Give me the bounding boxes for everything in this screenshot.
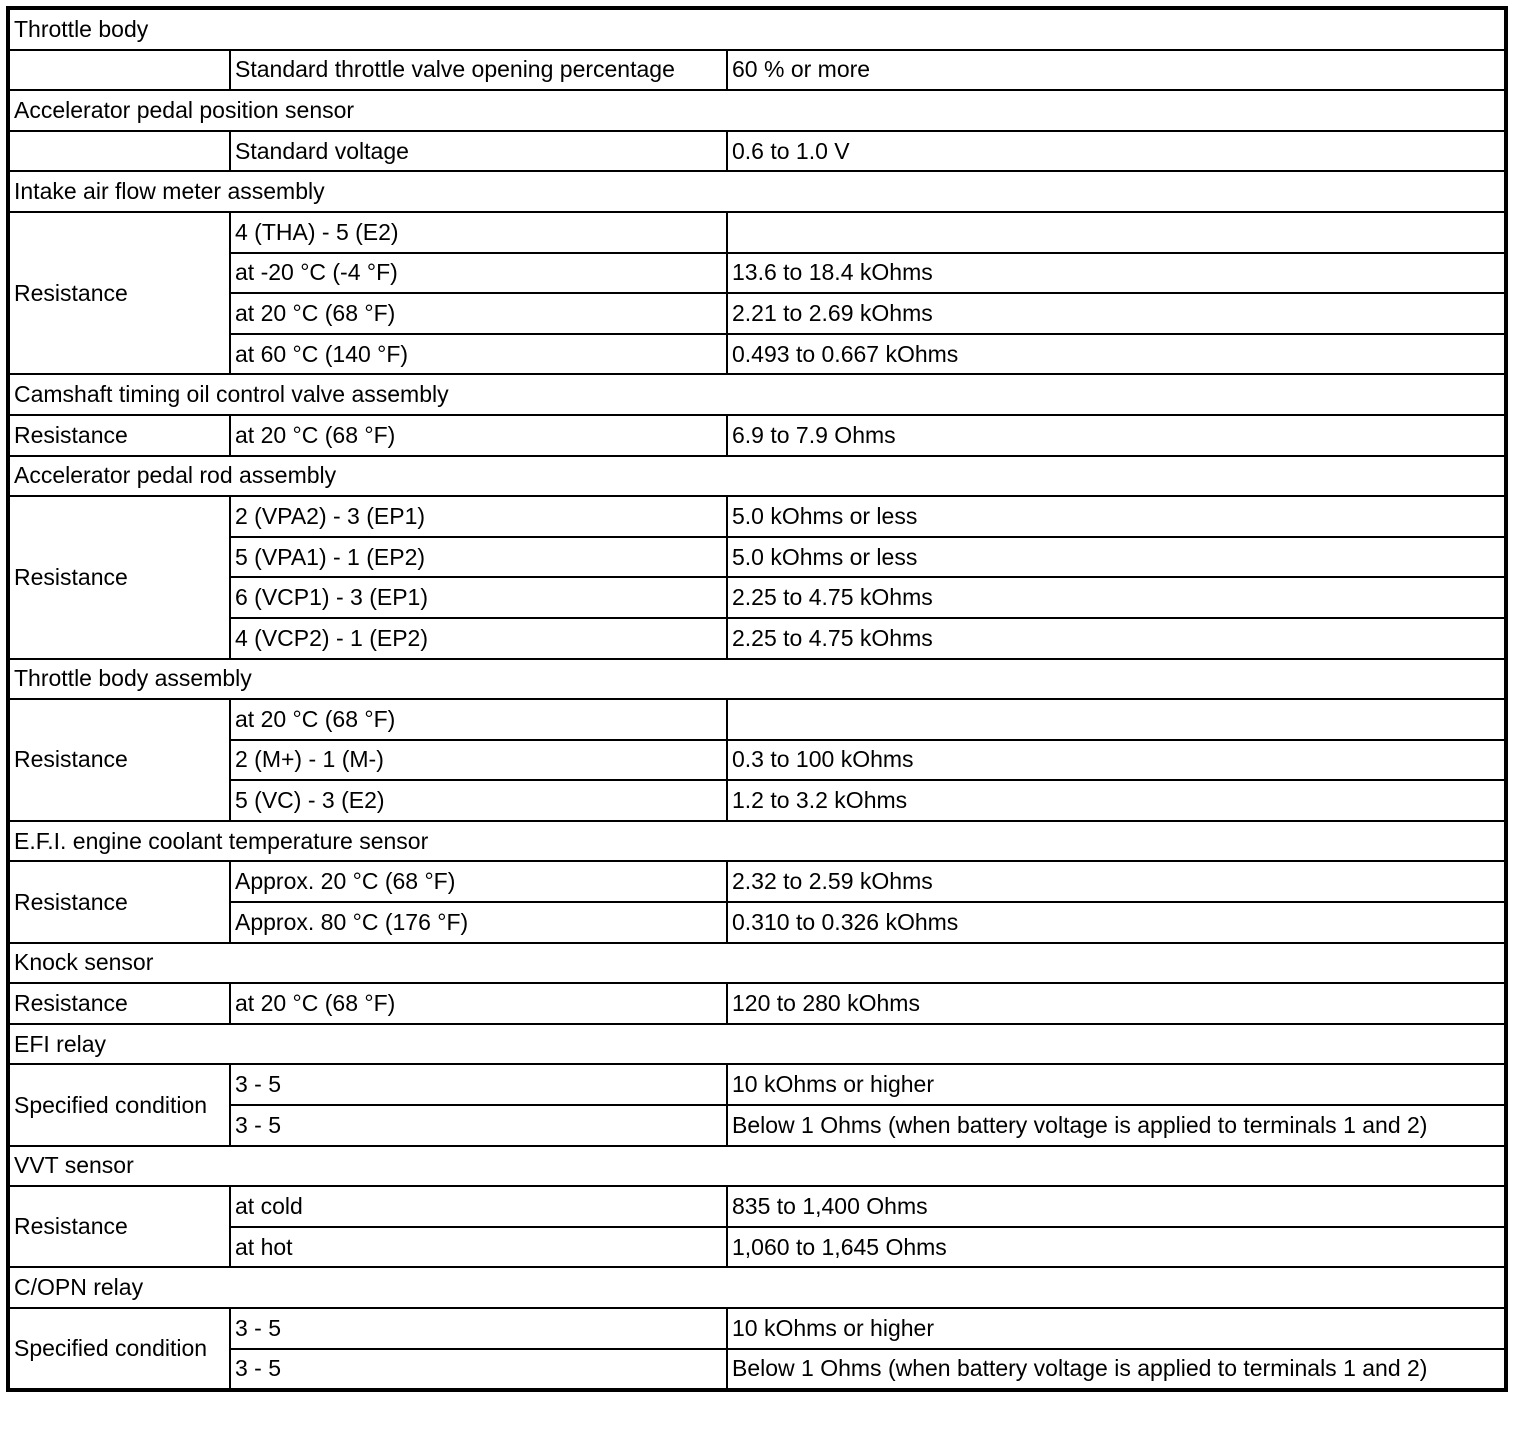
value-cell: 5.0 kOhms or less [727, 537, 1506, 578]
table-row [8, 415, 1506, 456]
condition-cell: Approx. 20 °C (68 °F) [230, 861, 727, 902]
table-row [8, 334, 1506, 375]
section-title: E.F.I. engine coolant temperature sensor [8, 821, 1506, 862]
value-cell: 2.21 to 2.69 kOhms [727, 293, 1506, 334]
table-row [8, 861, 1506, 902]
section-title: EFI relay [8, 1024, 1506, 1065]
value-cell: Below 1 Ohms (when battery voltage is applied to terminals 1 and 2) [727, 1105, 1506, 1146]
parameter-label [8, 50, 230, 91]
section-title: Camshaft timing oil control valve assembly [8, 374, 1506, 415]
section-header-row [8, 1024, 1506, 1065]
parameter-label: Resistance [8, 1186, 230, 1267]
table-row [8, 577, 1506, 618]
section-header-row [8, 1146, 1506, 1187]
section-header-row [8, 659, 1506, 700]
table-row [8, 537, 1506, 578]
condition-cell: at 20 °C (68 °F) [230, 983, 727, 1024]
table-row [8, 253, 1506, 294]
parameter-label: Specified condition [8, 1064, 230, 1145]
parameter-label: Resistance [8, 415, 230, 456]
section-title: Accelerator pedal rod assembly [8, 456, 1506, 497]
table-row [8, 902, 1506, 943]
parameter-label: Specified condition [8, 1308, 230, 1390]
parameter-label [8, 131, 230, 172]
condition-cell: 3 - 5 [230, 1349, 727, 1391]
condition-cell: at 20 °C (68 °F) [230, 699, 727, 740]
section-title: C/OPN relay [8, 1267, 1506, 1308]
value-cell: 2.25 to 4.75 kOhms [727, 577, 1506, 618]
value-cell: 6.9 to 7.9 Ohms [727, 415, 1506, 456]
condition-cell: Approx. 80 °C (176 °F) [230, 902, 727, 943]
value-cell: 13.6 to 18.4 kOhms [727, 253, 1506, 294]
section-title: Throttle body [8, 8, 1506, 50]
condition-cell: at 60 °C (140 °F) [230, 334, 727, 375]
table-row [8, 1064, 1506, 1105]
section-title: Knock sensor [8, 943, 1506, 984]
table-row [8, 131, 1506, 172]
parameter-label: Resistance [8, 212, 230, 374]
value-cell: 2.25 to 4.75 kOhms [727, 618, 1506, 659]
value-cell: 10 kOhms or higher [727, 1064, 1506, 1105]
value-cell: 835 to 1,400 Ohms [727, 1186, 1506, 1227]
section-header-row [8, 943, 1506, 984]
table-row [8, 1105, 1506, 1146]
parameter-label: Resistance [8, 496, 230, 658]
section-title: VVT sensor [8, 1146, 1506, 1187]
condition-cell: at cold [230, 1186, 727, 1227]
table-row [8, 1349, 1506, 1391]
section-header-row [8, 374, 1506, 415]
condition-cell: 3 - 5 [230, 1105, 727, 1146]
condition-cell: 5 (VC) - 3 (E2) [230, 780, 727, 821]
value-cell: Below 1 Ohms (when battery voltage is applied to terminals 1 and 2) [727, 1349, 1506, 1391]
table-row [8, 699, 1506, 740]
table-row [8, 1308, 1506, 1349]
condition-cell: 3 - 5 [230, 1308, 727, 1349]
parameter-label: Resistance [8, 983, 230, 1024]
value-cell: 1,060 to 1,645 Ohms [727, 1227, 1506, 1268]
condition-cell: 4 (THA) - 5 (E2) [230, 212, 727, 253]
condition-cell: 4 (VCP2) - 1 (EP2) [230, 618, 727, 659]
section-title: Throttle body assembly [8, 659, 1506, 700]
condition-cell: at 20 °C (68 °F) [230, 293, 727, 334]
parameter-label: Resistance [8, 699, 230, 821]
condition-cell: at -20 °C (-4 °F) [230, 253, 727, 294]
section-header-row [8, 1267, 1506, 1308]
table-row [8, 983, 1506, 1024]
value-cell: 0.310 to 0.326 kOhms [727, 902, 1506, 943]
condition-cell: 2 (VPA2) - 3 (EP1) [230, 496, 727, 537]
value-cell: 1.2 to 3.2 kOhms [727, 780, 1506, 821]
value-cell: 0.6 to 1.0 V [727, 131, 1506, 172]
section-header-row [8, 90, 1506, 131]
table-row [8, 496, 1506, 537]
condition-cell: 3 - 5 [230, 1064, 727, 1105]
condition-cell: Standard voltage [230, 131, 727, 172]
condition-cell: 6 (VCP1) - 3 (EP1) [230, 577, 727, 618]
section-header-row [8, 821, 1506, 862]
condition-cell: at 20 °C (68 °F) [230, 415, 727, 456]
value-cell: 60 % or more [727, 50, 1506, 91]
section-title: Accelerator pedal position sensor [8, 90, 1506, 131]
specification-table-body [8, 8, 1506, 1390]
table-row [8, 1186, 1506, 1227]
value-cell: 2.32 to 2.59 kOhms [727, 861, 1506, 902]
value-cell: 10 kOhms or higher [727, 1308, 1506, 1349]
specification-table [6, 6, 1508, 1392]
table-row [8, 618, 1506, 659]
value-cell [727, 699, 1506, 740]
value-cell: 120 to 280 kOhms [727, 983, 1506, 1024]
condition-cell: at hot [230, 1227, 727, 1268]
condition-cell: Standard throttle valve opening percentage [230, 50, 727, 91]
value-cell: 0.493 to 0.667 kOhms [727, 334, 1506, 375]
value-cell [727, 212, 1506, 253]
section-header-row [8, 171, 1506, 212]
table-row [8, 740, 1506, 781]
section-title: Intake air flow meter assembly [8, 171, 1506, 212]
section-header-row [8, 8, 1506, 50]
table-row [8, 50, 1506, 91]
parameter-label: Resistance [8, 861, 230, 942]
table-row [8, 1227, 1506, 1268]
value-cell: 0.3 to 100 kOhms [727, 740, 1506, 781]
value-cell: 5.0 kOhms or less [727, 496, 1506, 537]
table-row [8, 780, 1506, 821]
table-row [8, 293, 1506, 334]
table-row [8, 212, 1506, 253]
condition-cell: 5 (VPA1) - 1 (EP2) [230, 537, 727, 578]
section-header-row [8, 456, 1506, 497]
condition-cell: 2 (M+) - 1 (M-) [230, 740, 727, 781]
